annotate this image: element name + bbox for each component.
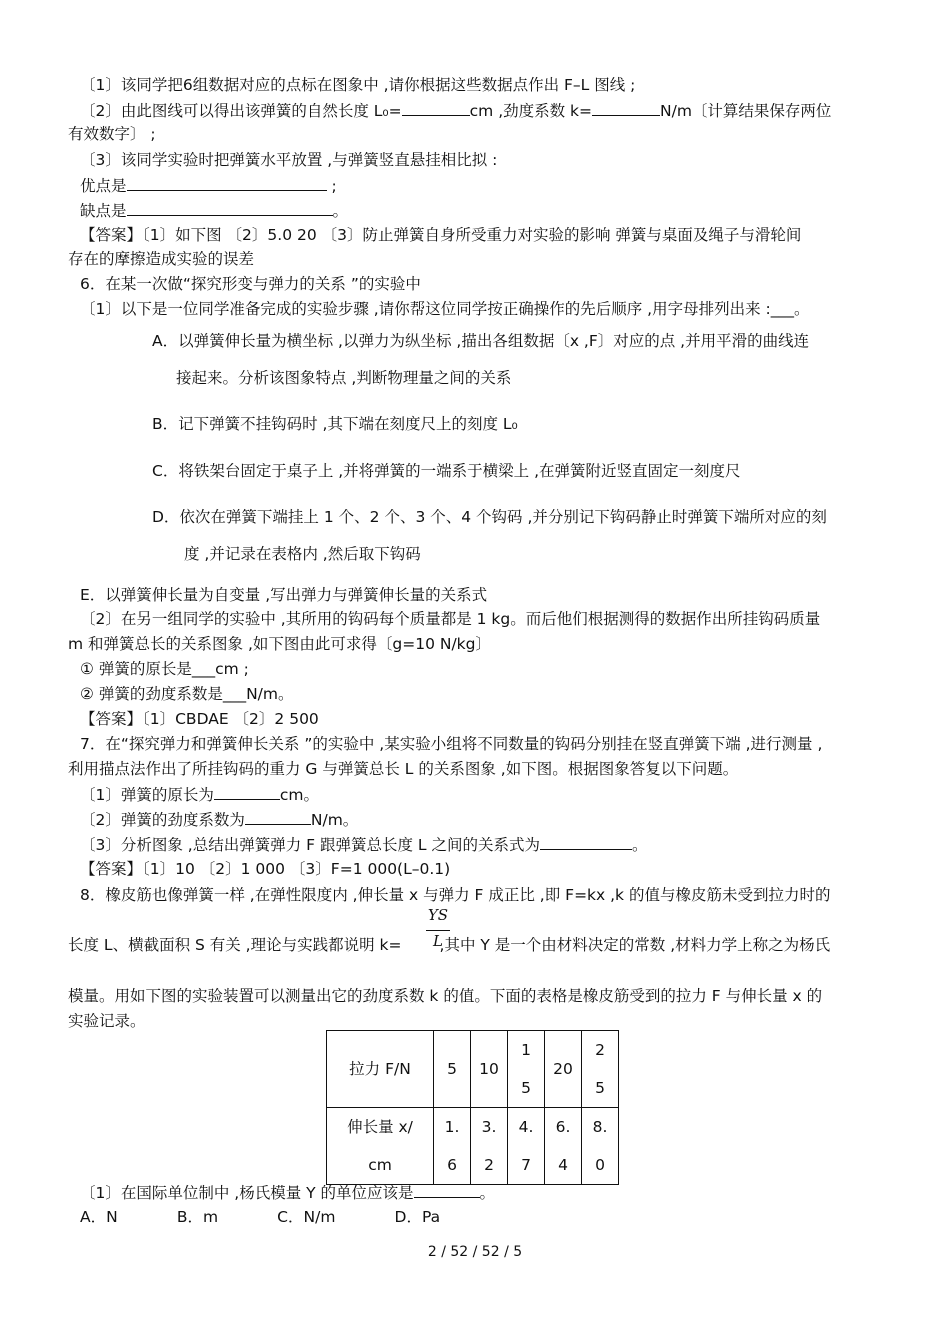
table-cell: 2 5 [582, 1031, 619, 1108]
q7-title: 7．在“探究弹力和弹簧伸长关系 ”的实验中 ,某实验小组将不同数量的钩码分别挂在竖直弹簧下端 ,进行测量 , [80, 735, 823, 753]
table-cell: 伸长量 x/ cm [327, 1108, 434, 1185]
table-cell: 1. 6 [434, 1108, 471, 1185]
q6-option-a-cont: 接起来。分析该图象特点 ,判断物理量之间的关系 [176, 369, 512, 387]
q6-option-b: B．记下弹簧不挂钩码时 ,其下端在刻度尺上的刻度 L₀ [152, 415, 518, 433]
q6-option-d: D．依次在弹簧下端挂上 1 个、2 个、3 个、4 个钩码 ,并分别记下钩码静止时弹簧下端所对应的刻 [152, 508, 827, 526]
q8-choices: A．N B．m C．N/m D．Pa [80, 1208, 441, 1226]
q5-step2-cont: 有效数字〕 ; [68, 125, 156, 143]
q5-answer-cont: 存在的摩擦造成实验的误差 [68, 250, 255, 268]
q5-step2: 〔2〕由此图线可以得出该弹簧的自然长度 L₀= cm ,劲度系数 k= N/m〔计算结果保存两位 [80, 99, 831, 122]
blank-unit[interactable] [414, 1181, 480, 1198]
blank-length[interactable] [214, 783, 280, 800]
blank-stiffness[interactable] [245, 808, 311, 825]
table-cell: 10 [471, 1031, 508, 1108]
table-row [327, 1108, 619, 1185]
blank-relation[interactable] [540, 833, 632, 850]
blank-k[interactable] [592, 99, 660, 116]
q8-formula-line: 长度 L、横截面积 S 有关 ,理论与实践都说明 k= ,其中 Y 是一个由材料决定的常数 ,材料力学上称之为杨氏 [68, 936, 831, 954]
q8-part1: 〔1〕在国际单位制中 ,杨氏模量 Y 的单位应该是 。 [80, 1181, 495, 1204]
q7-part2: 〔2〕弹簧的劲度系数为 N/m。 [80, 808, 358, 831]
q5-step3: 〔3〕该同学实验时把弹簧水平放置 ,与弹簧竖直悬挂相比拟 : [80, 151, 498, 169]
q6-title: 6．在某一次做“探究形变与弹力的关系 ”的实验中 [80, 275, 421, 293]
q8-line4: 实验记录。 [68, 1012, 146, 1030]
formula-denominator: L [433, 932, 443, 950]
table-cell: 4. 7 [508, 1108, 545, 1185]
table-cell: 8. 0 [582, 1108, 619, 1185]
record-table [326, 1030, 619, 1185]
table-cell: 拉力 F/N [327, 1031, 434, 1108]
table-cell: 6. 4 [545, 1108, 582, 1185]
q6-option-c: C．将铁架台固定于桌子上 ,并将弹簧的一端系于横梁上 ,在弹簧附近竖直固定一刻度尺 [152, 462, 741, 480]
q8-line3: 模量。用如下图的实验装置可以测量出它的劲度系数 k 的值。下面的表格是橡皮筋受到的拉力 F 与伸长量 x 的 [68, 987, 823, 1005]
q5-step1: 〔1〕该同学把6组数据对应的点标在图象中 ,请你根据这些数据点作出 F–L 图线 ; [80, 76, 636, 94]
q7-title-cont: 利用描点法作出了所挂钩码的重力 G 与弹簧总长 L 的关系图象 ,如下图。根据图象答复以下问题。 [68, 760, 739, 778]
table-cell: 3. 2 [471, 1108, 508, 1185]
q6-part2-cont: m 和弹簧总长的关系图象 ,如下图由此可求得〔g=10 N/kg〕 [68, 635, 491, 653]
q7-part3: 〔3〕分析图象 ,总结出弹簧弹力 F 跟弹簧总长度 L 之间的关系式为 。 [80, 833, 648, 856]
q5-advantage: 优点是 ; [80, 174, 337, 197]
fraction-bar [426, 930, 450, 931]
young-formula [422, 906, 454, 950]
q7-part1: 〔1〕弹簧的原长为 cm。 [80, 783, 319, 806]
q6-sub2: ② 弹簧的劲度系数是___N/m。 [80, 685, 294, 703]
q6-option-e: E．以弹簧伸长量为自变量 ,写出弹力与弹簧伸长量的关系式 [80, 586, 488, 604]
q5-answer: 【答案】〔1〕如下图 〔2〕5.0 20 〔3〕防止弹簧自身所受重力对实验的影响 弹簧与桌面及绳子与滑轮间 [80, 226, 802, 244]
q6-answer: 【答案】〔1〕CBDAE 〔2〕2 500 [80, 710, 319, 728]
table-cell: 5 [434, 1031, 471, 1108]
table-cell: 20 [545, 1031, 582, 1108]
blank-l0[interactable] [402, 99, 470, 116]
q6-sub1: ① 弹簧的原长是___cm ; [80, 660, 249, 678]
page-number: 2 / 52 / 52 / 5 [427, 1244, 523, 1260]
q7-answer: 【答案】〔1〕10 〔2〕1 000 〔3〕F=1 000(L–0.1) [80, 860, 451, 878]
table-row [327, 1031, 619, 1108]
formula-numerator: YS [427, 906, 449, 924]
q8-title: 8．橡皮筋也像弹簧一样 ,在弹性限度内 ,伸长量 x 与弹力 F 成正比 ,即 F=kx ,k 的值与橡皮筋未受到拉力时的 [80, 886, 831, 904]
table-cell: 1 5 [508, 1031, 545, 1108]
q6-option-a: A．以弹簧伸长量为横坐标 ,以弹力为纵坐标 ,描出各组数据〔x ,F〕对应的点 ,并用平滑的曲线连 [152, 332, 810, 350]
blank-disadvantage[interactable] [127, 199, 333, 216]
q6-part1: 〔1〕以下是一位同学准备完成的实验步骤 ,请你帮这位同学按正确操作的先后顺序 ,用字母排列出来 :___。 [80, 300, 810, 318]
q5-disadvantage: 缺点是 。 [80, 199, 348, 222]
blank-advantage[interactable] [127, 174, 327, 191]
q6-option-d-cont: 度 ,并记录在表格内 ,然后取下钩码 [184, 545, 421, 563]
q6-part2: 〔2〕在另一组同学的实验中 ,其所用的钩码每个质量都是 1 kg。而后他们根据测得的数据作出所挂钩码质量 [80, 610, 821, 628]
